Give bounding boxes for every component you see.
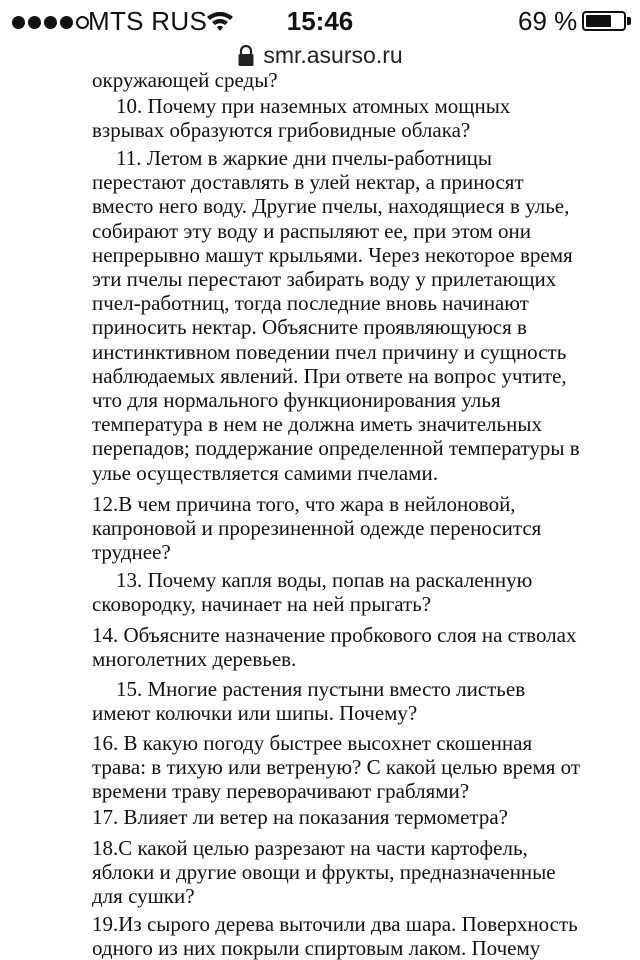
carrier-name: MTS RUS — [88, 6, 208, 36]
battery-icon — [582, 11, 626, 31]
battery-fill — [586, 15, 611, 27]
url-text[interactable]: smr.asurso.ru — [263, 42, 403, 68]
status-bar — [0, 0, 640, 42]
clock: 15:46 — [286, 6, 354, 36]
question-10: 10. Почему при наземных атомных мощных взрывах образуются грибовидные облака? — [92, 94, 511, 143]
question-13: 13. Почему капля воды, попав на раскаленную сковородку, начинает на ней прыгать? — [92, 568, 533, 617]
question-12: 12.В чем причина того, что жара в нейлоновой, капроновой и прорезиненной одежде переносится труднее? — [92, 492, 542, 565]
page-content — [0, 60, 640, 960]
cut-off-text-line: окружающей среды? — [92, 68, 278, 92]
question-14: 14. Объясните назначение пробкового слоя на стволах многолетних деревьев. — [92, 623, 577, 672]
question-17: 17. Влияет ли ветер на показания термометра? — [92, 805, 508, 829]
question-16: 16. В какую погоду быстрее высохнет скошенная трава: в тихую или ветреную? С какой целью время от времени траву переворачивают граблями? — [92, 731, 581, 804]
question-15: 15. Многие растения пустыни вместо листьев имеют колючки или шипы. Почему? — [92, 677, 526, 726]
battery-percent: 69 % — [518, 6, 578, 36]
question-11: 11. Летом в жаркие дни пчелы-работницы перестают доставлять в улей нектар, а приносят вместо него воду. Другие пчелы, находящиеся в улье, собирают эту воду и распыляют ее, при этом они непрерывно машут крыльями. Через некоторое время эти пчелы перестают забирать воду у прилетающих пчел-работниц, тогда последние вновь начинают приносить нектар. Объясните проявляющуюся в инстинктивном поведении пчел причину и сущность наблюдаемых явлений. При ответе на вопрос учтите, что для нормального функционирования улья температура в нем не должна иметь значительных перепадов; поддержание определенной температуры в улье осуществляется самими пчелами. — [92, 146, 580, 485]
question-18: 18.С какой целью разрезают на части картофель, яблоки и другие овощи и фрукты, предназначенные для сушки? — [92, 836, 556, 909]
question-19: 19.Из сырого дерева выточили два шара. Поверхность одного из них покрыли спиртовым лаком. Почему — [92, 912, 578, 960]
battery-tip — [627, 17, 631, 25]
